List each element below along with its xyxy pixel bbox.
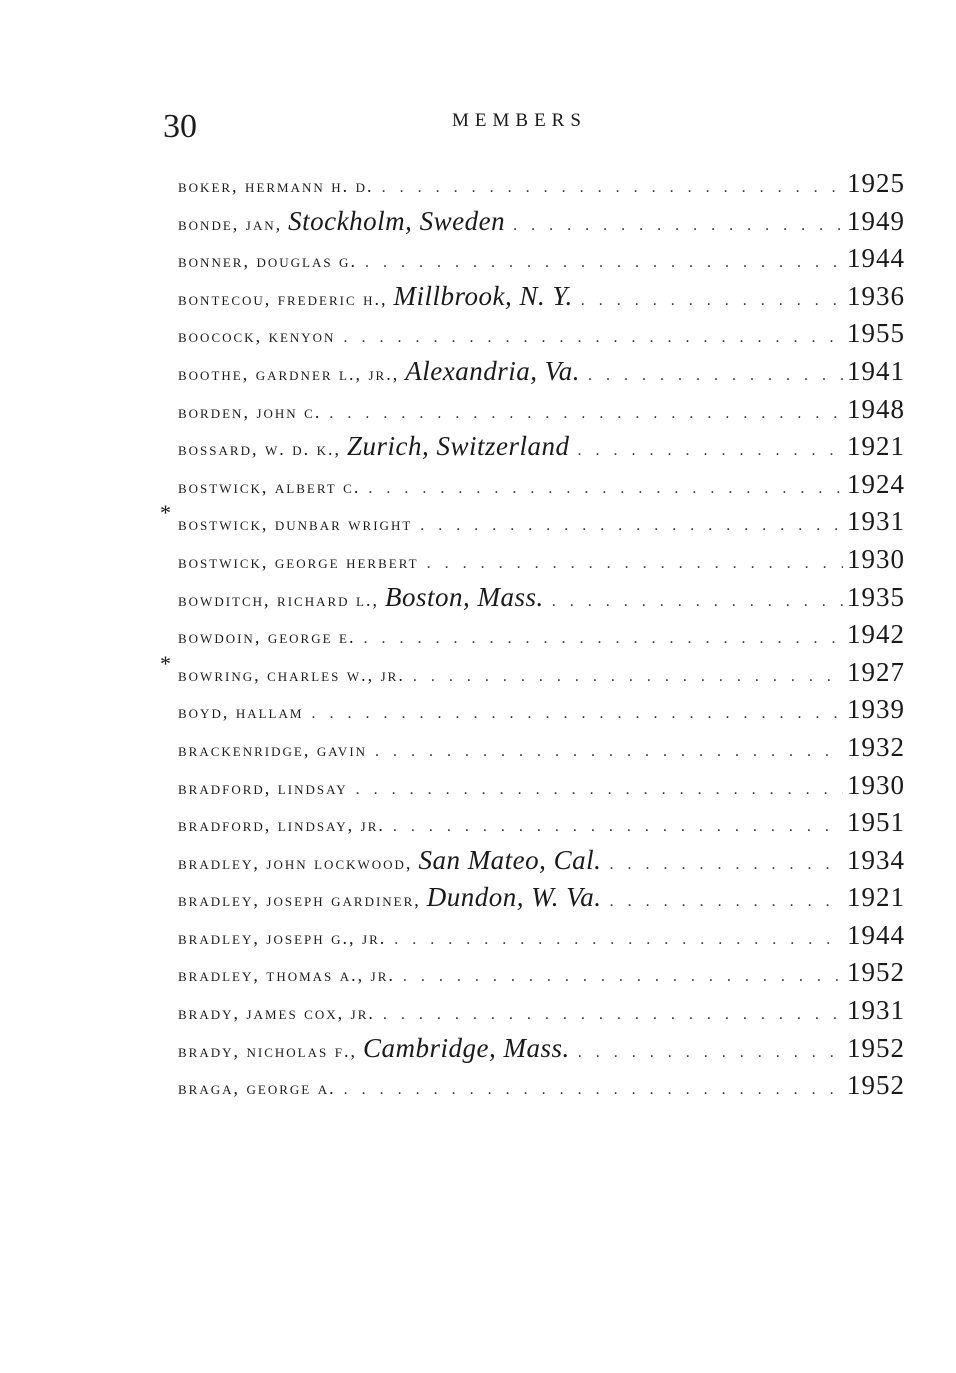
dot-leader <box>383 1006 843 1024</box>
member-name: brady, james cox, jr. <box>178 1003 375 1024</box>
member-entry <box>160 770 905 808</box>
election-year: 1935 <box>847 581 905 612</box>
member-name: bowring, charles w., jr. <box>178 664 405 685</box>
member-entry <box>160 694 905 732</box>
member-entry <box>160 394 905 432</box>
dot-leader <box>365 254 843 272</box>
member-entry <box>160 544 905 582</box>
member-name: bowditch, richard l., <box>178 589 379 610</box>
running-head: MEMBERS <box>452 110 587 131</box>
dot-leader <box>393 818 843 836</box>
member-entry <box>160 243 905 281</box>
member-name: bradford, lindsay, jr. <box>178 815 385 836</box>
member-name: bossard, w. d. k., <box>178 439 342 460</box>
dot-leader <box>578 1044 843 1062</box>
member-entry <box>160 882 905 920</box>
member-entry <box>160 500 905 544</box>
member-name: bradford, lindsay <box>178 777 348 798</box>
dot-leader <box>588 367 843 385</box>
dot-leader <box>343 329 843 347</box>
election-year: 1952 <box>847 1070 905 1101</box>
dot-leader <box>581 292 843 310</box>
member-entry <box>160 206 905 244</box>
member-entry <box>160 920 905 958</box>
election-year: 1942 <box>847 619 905 650</box>
member-entry <box>160 732 905 770</box>
election-year: 1930 <box>847 769 905 800</box>
dot-leader <box>403 968 843 986</box>
member-name: bradley, thomas a., jr. <box>178 965 395 986</box>
dot-leader <box>609 856 843 874</box>
member-entry <box>160 318 905 356</box>
dot-leader <box>344 1081 843 1099</box>
member-location: Alexandria, Va. <box>405 355 580 386</box>
election-year: 1925 <box>847 168 905 198</box>
dot-leader <box>311 705 843 723</box>
member-name: bowdoin, george e. <box>178 627 356 648</box>
dot-leader <box>552 593 843 611</box>
election-year: 1952 <box>847 957 905 988</box>
election-year: 1924 <box>847 468 905 499</box>
member-entry <box>160 807 905 845</box>
dot-leader <box>413 668 843 686</box>
dot-leader <box>368 480 843 498</box>
election-year: 1944 <box>847 919 905 950</box>
dot-leader <box>329 405 843 423</box>
member-name: bradley, joseph gardiner, <box>178 890 421 911</box>
member-entry <box>160 168 905 206</box>
page-number: 30 <box>163 108 197 145</box>
election-year: 1932 <box>847 731 905 762</box>
member-name: bostwick, albert c. <box>178 476 361 497</box>
member-name: boyd, hallam <box>178 702 304 723</box>
election-year: 1921 <box>847 431 905 462</box>
election-year: 1934 <box>847 844 905 875</box>
member-entry <box>160 1070 905 1108</box>
dot-leader <box>375 743 843 761</box>
member-location: Millbrook, N. Y. <box>393 280 573 311</box>
member-location: Dundon, W. Va. <box>426 882 602 913</box>
election-year: 1951 <box>847 807 905 838</box>
dot-leader <box>427 555 843 573</box>
member-name: bonde, jan, <box>178 213 283 234</box>
member-location: San Mateo, Cal. <box>418 844 602 875</box>
member-entry <box>160 1033 905 1071</box>
member-name: borden, john c. <box>178 401 322 422</box>
member-list <box>160 168 905 1108</box>
election-year: 1930 <box>847 543 905 574</box>
member-name: brackenridge, gavin <box>178 739 368 760</box>
member-name: bostwick, dunbar wright <box>178 514 413 535</box>
member-entry <box>160 431 905 469</box>
member-entry <box>160 845 905 883</box>
member-name: bontecou, frederic h., <box>178 288 388 309</box>
election-year: 1949 <box>847 205 905 236</box>
member-location: Cambridge, Mass. <box>362 1032 570 1063</box>
member-entry <box>160 281 905 319</box>
dot-leader <box>513 217 843 235</box>
deceased-asterisk: * <box>160 500 171 526</box>
dot-leader <box>610 893 843 911</box>
member-name: bradley, john lockwood, <box>178 852 413 873</box>
dot-leader <box>394 931 843 949</box>
member-entry <box>160 957 905 995</box>
member-entry <box>160 469 905 507</box>
election-year: 1952 <box>847 1032 905 1063</box>
dot-leader <box>382 179 843 197</box>
election-year: 1939 <box>847 694 905 725</box>
member-name: boothe, gardner l., jr., <box>178 363 400 384</box>
dot-leader <box>363 630 843 648</box>
election-year: 1931 <box>847 995 905 1026</box>
election-year: 1921 <box>847 882 905 913</box>
member-name: braga, george a. <box>178 1078 336 1099</box>
member-name: boker, hermann h. d. <box>178 176 374 196</box>
member-location: Zurich, Switzerland <box>347 431 570 462</box>
election-year: 1948 <box>847 393 905 424</box>
member-name: bradley, joseph g., jr. <box>178 927 387 948</box>
dot-leader <box>578 442 843 460</box>
member-entry <box>160 619 905 657</box>
dot-leader <box>356 781 843 799</box>
member-name: brady, nicholas f., <box>178 1040 357 1061</box>
election-year: 1941 <box>847 355 905 386</box>
member-entry <box>160 650 905 695</box>
member-location: Stockholm, Sweden <box>288 205 506 236</box>
member-location: Boston, Mass. <box>385 581 544 612</box>
deceased-asterisk: * <box>160 650 171 676</box>
member-entry <box>160 356 905 394</box>
election-year: 1955 <box>847 318 905 349</box>
dot-leader <box>420 517 843 535</box>
election-year: 1927 <box>847 656 905 687</box>
member-name: bonner, douglas g. <box>178 251 357 272</box>
election-year: 1944 <box>847 243 905 274</box>
election-year: 1936 <box>847 280 905 311</box>
election-year: 1931 <box>847 506 905 537</box>
member-name: bostwick, george herbert <box>178 551 419 572</box>
member-name: boocock, kenyon <box>178 326 336 347</box>
member-entry <box>160 995 905 1033</box>
member-entry <box>160 582 905 620</box>
